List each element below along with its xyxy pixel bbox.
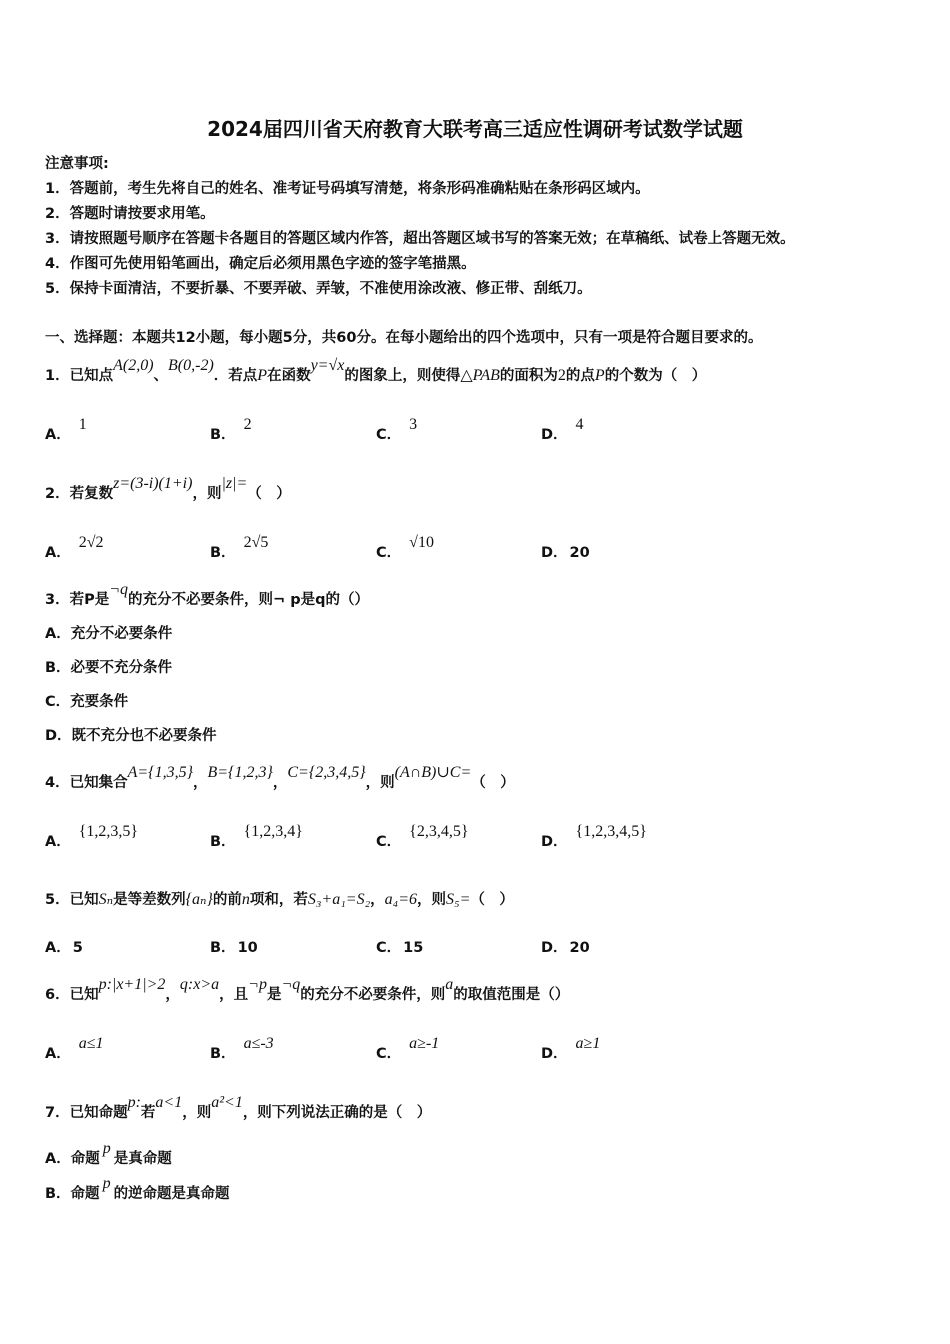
note-item: 1．答题前，考生先将自己的姓名、准考证号码填写清楚，将条形码准确粘贴在条形码区域内。 [45,181,650,197]
option-d: D． 20 [541,940,590,956]
q6-text: 6．已知 [45,987,99,1003]
q1-text: 的个数为（ ） [604,368,707,384]
page-title: 2024届四川省天府教育大联考高三适应性调研考试数学试题 [207,117,743,141]
option-b: B．2√5 [210,534,269,561]
q1-math: P [594,367,605,384]
q7-math: a<1 [155,1094,183,1111]
q6-math: p:|x+1|>2 [98,976,166,993]
q5-math: S₅= [446,891,471,908]
q6-text: 是 [266,987,282,1003]
note-item: 3．请按照题号顺序在答题卡各题目的答题区域内作答，超出答题区域书写的答案无效；在草稿纸、试卷上答题无效。 [45,231,795,247]
option-b: B．2 [210,416,252,443]
q1-text: 的图象上，则使得 [344,368,461,384]
option-c: C．a≥-1 [376,1035,440,1062]
question-3 [45,581,369,609]
question-2 [45,475,291,503]
note-item: 4．作图可先使用铅笔画出，确定后必须用黑色字迹的签字笔描黑。 [45,256,476,272]
q6-math: ¬q [281,976,301,993]
q6-math: ¬p [248,976,267,993]
q4-text: ， [192,775,208,791]
question-4 [45,764,515,792]
q3-text: 3．若P是 [45,592,110,608]
q4-text: ， [272,775,288,791]
option-b: B．{1,2,3,4} [210,823,303,850]
q5-text: 的前 [212,892,242,908]
q6-text: ，且 [219,987,249,1003]
question-1 [45,357,707,385]
option-d: D．{1,2,3,4,5} [541,823,647,850]
q3-math: ¬q [109,581,129,598]
note-item: 2．答题时请按要求用笔。 [45,206,215,222]
q5-math: a₄=6 [384,891,417,908]
option-a: A．命题p是真命题 [45,1140,172,1167]
q4-math: B={1,2,3} [207,764,273,781]
option-c: C．充要条件 [45,694,129,710]
q7-math: p: [127,1094,141,1111]
q5-text: （ ） [470,892,514,908]
q3-text: 的充分不必要条件，则¬ p是q的（） [128,592,369,608]
option-a: A．1 [45,416,87,443]
q1-text: 的面积为 [499,368,558,384]
question-6 [45,976,570,1004]
q2-math: z=(3-i)(1+i) [113,475,193,492]
q4-math: A={1,3,5} [127,764,193,781]
q5-text: 5．已知 [45,892,99,908]
q2-text: 2．若复数 [45,486,114,502]
q5-math: n [241,891,250,908]
q1-math: B(0,-2) [168,357,214,374]
q6-math: q:x>a [179,976,220,993]
q1-math: P [257,367,268,384]
q6-math: a [445,976,454,993]
option-d: D． 20 [541,545,590,561]
q7-text: ，则下列说法正确的是（ ） [242,1105,432,1121]
option-b: B．必要不充分条件 [45,660,173,676]
q1-math: △PAB [460,367,500,384]
q7-text: 7．已知命题 [45,1105,128,1121]
option-c: C．{2,3,4,5} [376,823,469,850]
q2-text: （ ） [247,486,291,502]
q1-text: 、 [153,368,169,384]
q5-math: {aₙ} [185,891,213,908]
q4-text: ，则 [365,775,395,791]
q4-math: C={2,3,4,5} [287,764,366,781]
q1-math: y=√x [310,357,345,374]
q4-text: 4．已知集合 [45,775,128,791]
q1-text: 的点 [565,368,595,384]
q5-math: S₃+a₁=S₂ [307,891,371,908]
option-c: C． 15 [376,940,424,956]
option-a: A．{1,2,3,5} [45,823,139,850]
q4-math: (A∩B)∪C= [394,764,472,781]
option-d: D．既不充分也不必要条件 [45,728,217,744]
option-d: D．a≥1 [541,1035,601,1062]
q1-math: 2 [557,367,566,384]
q5-text: ， [370,892,385,908]
q7-math: a²<1 [211,1094,243,1111]
q5-text: ，则 [417,892,446,908]
option-c: C．√10 [376,534,434,561]
q1-text: 1．已知点 [45,368,114,384]
q5-text: 项和，若 [249,892,308,908]
q1-text: 在函数 [267,368,311,384]
q1-text: ．若点 [213,368,258,384]
q6-text: 的充分不必要条件，则 [300,987,446,1003]
option-c: C．3 [376,416,418,443]
option-a: A．充分不必要条件 [45,626,173,642]
option-b: B． 10 [210,940,258,956]
option-b: B．a≤-3 [210,1035,274,1062]
q4-text: （ ） [471,775,515,791]
option-a: A． 5 [45,940,83,956]
q5-text: 是等差数列 [113,892,186,908]
q7-text: 若 [140,1105,156,1121]
question-7 [45,1094,432,1122]
q6-text: ， [165,987,180,1003]
option-b: B．命题p的逆命题是真命题 [45,1175,230,1202]
q6-text: 的取值范围是（） [453,987,570,1003]
q5-math: Sₙ [98,891,114,908]
question-5 [45,888,514,909]
q2-math: |z|= [221,475,248,492]
option-a: A．2√2 [45,534,104,561]
q7-text: ，则 [182,1105,212,1121]
option-d: D．4 [541,416,584,443]
option-a: A．a≤1 [45,1035,104,1062]
q1-math: A(2,0) [113,357,154,374]
note-item: 5．保持卡面清洁，不要折暴、不要弄破、弄皱，不准使用涂改液、修正带、刮纸刀。 [45,281,592,297]
q2-text: ，则 [192,486,222,502]
section-heading: 一、选择题：本题共12小题，每小题5分，共60分。在每小题给出的四个选项中，只有一项是符合题目要求的。 [45,330,763,346]
notes-heading: 注意事项: [45,156,109,172]
